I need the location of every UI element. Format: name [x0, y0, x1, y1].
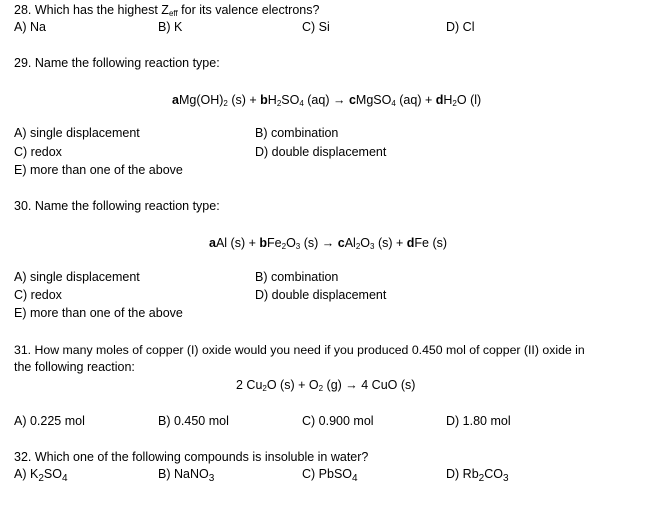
text-segment: O	[286, 236, 296, 250]
coefficient: d	[406, 236, 415, 250]
q32-option-d	[446, 467, 509, 482]
q31-question-line1: 31. How many moles of copper (I) oxide would you need if you produced 0.450 mol of copper (II) oxide in	[14, 343, 585, 357]
q29-option-e: E) more than one of the above	[14, 163, 183, 177]
coefficient: b	[259, 236, 268, 250]
text-segment: B) NaNO	[158, 467, 209, 481]
text-segment: Fe (s)	[414, 236, 448, 250]
coefficient: a	[172, 93, 179, 107]
subscript: 4	[391, 99, 396, 108]
subscript: 4	[299, 99, 304, 108]
q31-option-a: A) 0.225 mol	[14, 414, 85, 428]
text-segment: D) Rb	[446, 467, 479, 481]
subscript: 3	[295, 242, 301, 251]
q32-option-b	[158, 467, 214, 482]
coefficient: d	[435, 93, 444, 107]
text-segment: MgSO	[355, 93, 392, 107]
q28-option-d: D) Cl	[446, 20, 475, 34]
text-segment: SO	[281, 93, 300, 107]
q28-option-c: C) Si	[302, 20, 330, 34]
subscript: 2	[38, 473, 44, 484]
text-segment: Al	[344, 236, 356, 250]
subscript: 3	[370, 242, 375, 251]
text-segment: 2 Cu	[236, 378, 263, 392]
text-segment: (g) → 4 CuO (s)	[323, 378, 416, 392]
subscript: 2	[318, 384, 324, 393]
text-segment: for its valence electrons?	[177, 3, 320, 17]
q32-option-c	[302, 467, 358, 482]
coefficient: a	[209, 236, 216, 250]
text-segment: H	[443, 93, 453, 107]
q31-option-d: D) 1.80 mol	[446, 414, 511, 428]
text-segment: (s) +	[374, 236, 407, 250]
text-segment: Al (s) +	[215, 236, 260, 250]
subscript: 4	[352, 473, 358, 484]
text-segment: (aq) +	[395, 93, 436, 107]
q30-option-e: E) more than one of the above	[14, 306, 183, 320]
text-segment: C) PbSO	[302, 467, 353, 481]
q29-option-b: B) combination	[255, 126, 339, 140]
coefficient: c	[348, 93, 356, 107]
text-segment: (s) +	[227, 93, 261, 107]
text-segment: O	[360, 236, 371, 250]
q29-option-d: D) double displacement	[255, 145, 387, 159]
subscript: 2	[223, 99, 228, 108]
text-segment: Mg(OH)	[178, 93, 224, 107]
text-segment: (s) →	[300, 236, 338, 250]
text-segment: (aq) →	[303, 93, 349, 107]
q32-option-a	[14, 467, 68, 482]
subscript: 2	[276, 99, 282, 108]
subscript: 4	[61, 473, 68, 484]
text-segment: H	[267, 93, 277, 107]
q30-equation	[209, 236, 447, 251]
text-segment: O (l)	[456, 93, 482, 107]
text-segment: A) K	[14, 467, 39, 481]
text-segment: CO	[484, 467, 503, 481]
subscript: 3	[208, 473, 215, 484]
text-segment: 28. Which has the highest Z	[14, 3, 169, 17]
subscript: 2	[355, 242, 361, 251]
q31-question-line2: the following reaction:	[14, 360, 135, 374]
subscript: 2	[478, 473, 485, 484]
subscript: 2	[281, 242, 287, 251]
q29-equation	[172, 93, 481, 108]
q30-option-a: A) single displacement	[14, 270, 140, 284]
coefficient: b	[260, 93, 268, 107]
q29-option-c: C) redox	[14, 145, 62, 159]
text-segment: O (s) + O	[266, 378, 319, 392]
q29-option-a: A) single displacement	[14, 126, 140, 140]
q29-question: 29. Name the following reaction type:	[14, 56, 220, 70]
q30-question: 30. Name the following reaction type:	[14, 199, 220, 213]
q28-option-b: B) K	[158, 20, 183, 34]
q28-question	[14, 3, 319, 18]
coefficient: c	[337, 236, 345, 250]
q30-option-d: D) double displacement	[255, 288, 387, 302]
text-segment: Fe	[267, 236, 282, 250]
q28-option-a: A) Na	[14, 20, 46, 34]
subscript: 2	[262, 384, 267, 393]
subscript: eff	[168, 9, 178, 18]
q31-equation	[236, 378, 415, 393]
subscript: 2	[452, 99, 457, 108]
text-segment: SO	[43, 467, 62, 481]
q30-option-c: C) redox	[14, 288, 62, 302]
q31-option-c: C) 0.900 mol	[302, 414, 374, 428]
q30-option-b: B) combination	[255, 270, 339, 284]
q31-option-b: B) 0.450 mol	[158, 414, 229, 428]
q32-question: 32. Which one of the following compounds is insoluble in water?	[14, 450, 369, 464]
subscript: 3	[502, 473, 509, 484]
